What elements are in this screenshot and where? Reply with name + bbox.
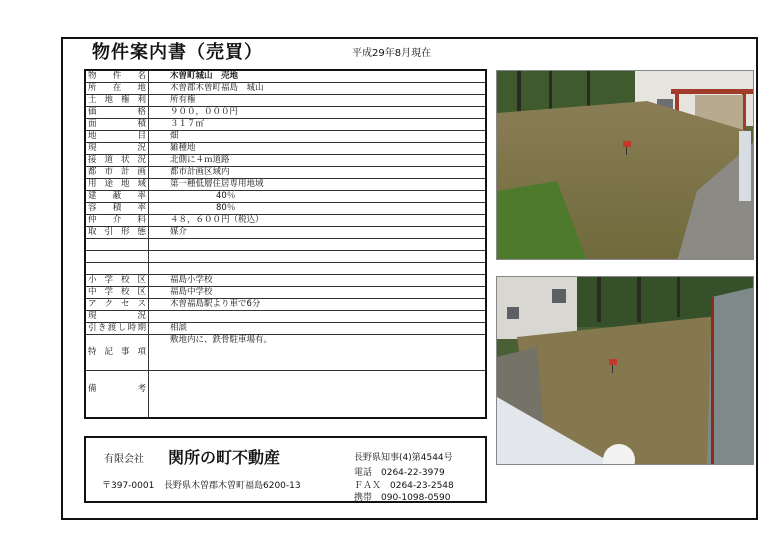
row-value: 第一種低層住居専用地域 <box>170 179 264 190</box>
table-row <box>86 131 485 143</box>
row-label: 土 地 権 利 <box>88 95 146 106</box>
lot-photo-image-1 <box>497 71 754 260</box>
table-row <box>86 191 485 203</box>
table-row <box>86 155 485 167</box>
table-row <box>86 287 485 299</box>
table-row <box>86 275 485 287</box>
row-value: 所有権 <box>170 95 196 106</box>
company-address: 長野県木曽郡木曽町福島6200-13 <box>164 481 301 491</box>
table-row <box>86 215 485 227</box>
company-postal: 〒397-0001 <box>102 481 155 491</box>
lot-photo-image-2 <box>497 277 754 465</box>
table-row <box>86 203 485 215</box>
page-title: 物件案内書（売買） <box>92 42 263 63</box>
row-label: 取 引 形 態 <box>88 227 146 238</box>
row-value: 媒介 <box>170 227 188 238</box>
company-name: 関所の町不動産 <box>168 448 281 467</box>
table-row <box>86 335 485 371</box>
table-row <box>86 239 485 251</box>
row-label: 小 学 校 区 <box>88 275 146 286</box>
company-info-box <box>84 436 487 503</box>
table-row <box>86 143 485 155</box>
row-value: ４８，６００円（税込） <box>170 215 264 226</box>
table-row <box>86 167 485 179</box>
row-label: 所 在 地 <box>88 83 146 94</box>
table-row <box>86 95 485 107</box>
row-value: 北側に４ｍ道路 <box>170 155 230 166</box>
row-value: 木曽福島駅より車で6分 <box>170 299 261 310</box>
row-label: 建 蔽 率 <box>88 191 146 202</box>
table-row <box>86 119 485 131</box>
row-label: 都 市 計 画 <box>88 167 146 178</box>
row-label <box>88 263 146 274</box>
row-label: 容 積 率 <box>88 203 146 214</box>
row-value: 福島小学校 <box>170 275 213 286</box>
row-label <box>88 239 146 250</box>
table-row <box>86 107 485 119</box>
row-label: 地 目 <box>88 131 146 142</box>
company-type: 有限会社 <box>104 454 144 465</box>
row-label: 備 考 <box>88 383 146 394</box>
row-value: ３１７㎡ <box>170 119 205 130</box>
table-row <box>86 311 485 323</box>
date-label: 平成29年8月現在 <box>352 48 432 59</box>
property-photo-2 <box>496 276 754 465</box>
table-row <box>86 371 485 407</box>
row-label: 現 況 <box>88 311 146 322</box>
row-value: ９００，０００円 <box>170 107 239 118</box>
row-label: 現 況 <box>88 143 146 154</box>
row-value: 都市計画区域内 <box>170 167 230 178</box>
table-row <box>86 251 485 263</box>
row-value: 80％ <box>216 203 236 214</box>
row-label: 接 道 状 況 <box>88 155 146 166</box>
table-row <box>86 299 485 311</box>
company-tel: 電話 0264-22-3979 <box>354 468 445 478</box>
row-label: 仲 介 料 <box>88 215 146 226</box>
property-photo-1 <box>496 70 754 260</box>
row-label: 引 き 渡 し 時 期 <box>88 323 146 334</box>
row-label: 用 途 地 域 <box>88 179 146 190</box>
table-row <box>86 71 485 83</box>
table-row <box>86 323 485 335</box>
table-row <box>86 227 485 239</box>
row-label: 物 件 名 <box>88 71 146 82</box>
table-row <box>86 83 485 95</box>
row-value: 40％ <box>216 191 236 202</box>
row-value: 畑 <box>170 131 179 142</box>
table-row <box>86 263 485 275</box>
row-value: 福島中学校 <box>170 287 213 298</box>
row-label <box>88 251 146 262</box>
row-value: 雑種地 <box>170 143 196 154</box>
row-label: 特 記 事 項 <box>88 347 146 358</box>
row-label: 価 格 <box>88 107 146 118</box>
property-spec-table <box>84 69 487 419</box>
row-value: 敷地内に、鉄骨駐車場有。 <box>170 335 273 345</box>
row-label: ア ク セ ス <box>88 299 146 310</box>
row-value: 木曽町城山 売地 <box>170 71 239 82</box>
company-license: 長野県知事(4)第4544号 <box>354 453 453 463</box>
table-row <box>86 179 485 191</box>
company-mobile: 携帯 090-1098-0590 <box>354 493 451 503</box>
company-fax: ＦＡＸ 0264-23-2548 <box>354 481 454 491</box>
row-value: 相談 <box>170 323 188 334</box>
row-value: 木曽郡木曽町福島 城山 <box>170 83 264 94</box>
row-label: 面 積 <box>88 119 146 130</box>
row-label: 中 学 校 区 <box>88 287 146 298</box>
